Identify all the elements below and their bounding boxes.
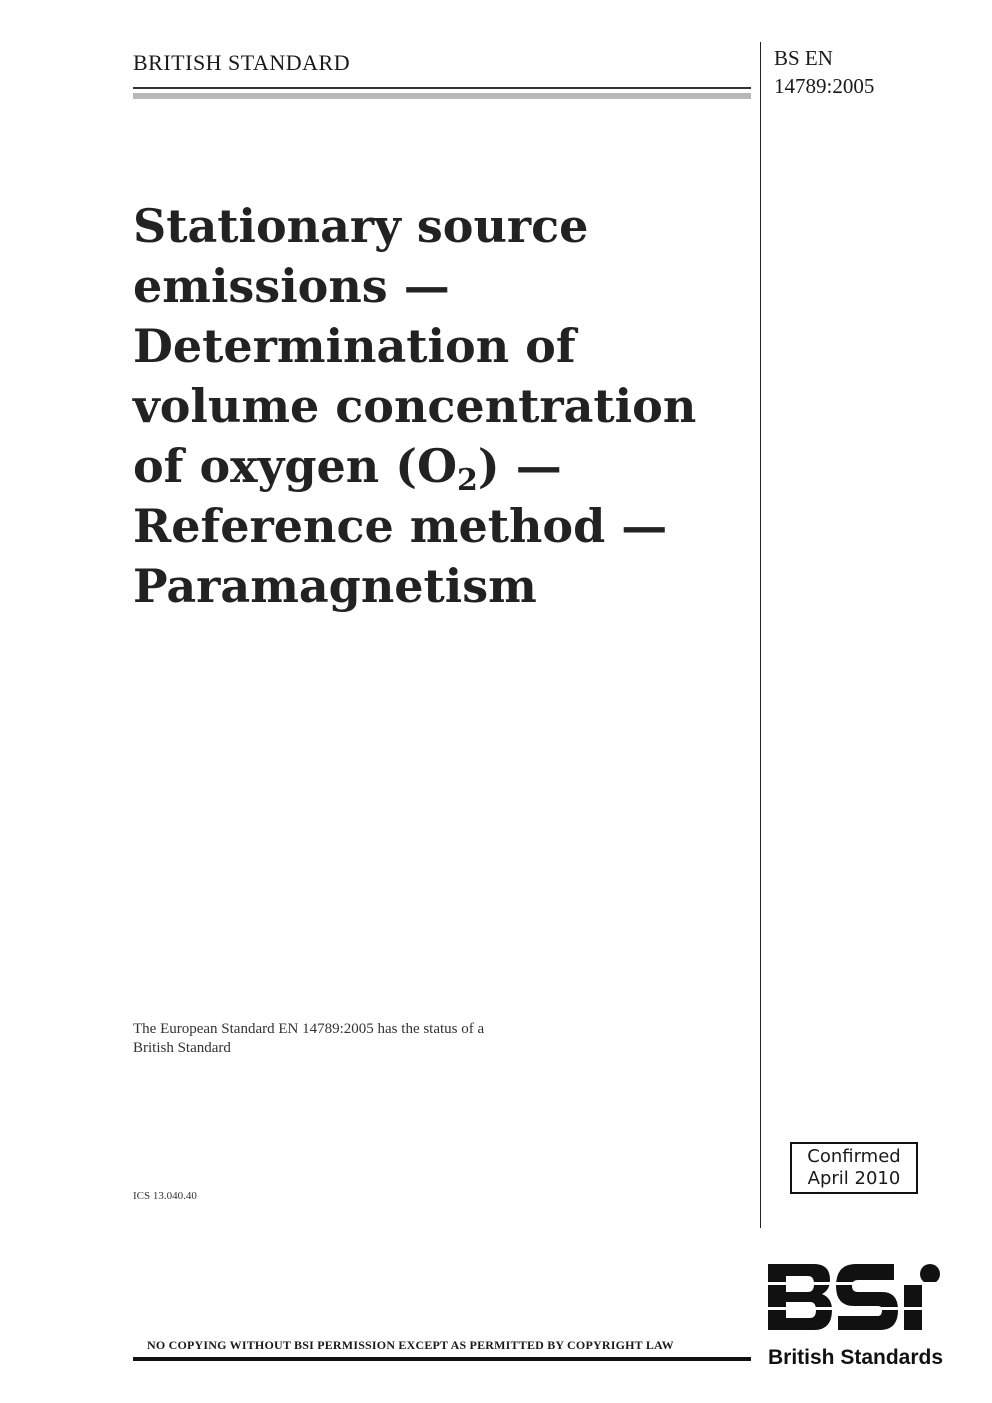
- status-note-line: British Standard: [133, 1040, 231, 1056]
- title-text: of oxygen (O: [133, 439, 458, 493]
- bsi-logo: [766, 1262, 946, 1370]
- title-line: volume concentration: [133, 379, 697, 433]
- document-title: [133, 196, 743, 616]
- title-line: [133, 436, 743, 496]
- title-line: emissions —: [133, 259, 450, 313]
- bsi-logo-mark: [766, 1264, 946, 1330]
- confirmed-label: Confirmed: [807, 1146, 901, 1167]
- status-note: [133, 1020, 484, 1058]
- title-line: Determination of: [133, 319, 576, 373]
- footer-rule: [133, 1357, 751, 1361]
- title-line: Paramagnetism: [133, 559, 537, 613]
- title-text: ) —: [477, 439, 562, 493]
- title-subscript: 2: [457, 463, 478, 498]
- column-divider: [760, 42, 761, 1228]
- header-rule-shaded: [133, 93, 751, 99]
- copyright-notice: NO COPYING WITHOUT BSI PERMISSION EXCEPT AS PERMITTED BY COPYRIGHT LAW: [147, 1338, 674, 1352]
- confirmed-stamp: [790, 1142, 918, 1194]
- document-type-label: BRITISH STANDARD: [133, 50, 351, 75]
- standard-number-prefix: BS EN: [774, 46, 833, 70]
- status-note-line: The European Standard EN 14789:2005 has the status of a: [133, 1021, 485, 1037]
- title-line: Reference method —: [133, 499, 668, 553]
- standard-number-code: 14789:2005: [774, 74, 875, 98]
- confirmed-date: April 2010: [807, 1168, 901, 1189]
- header-rule: [133, 87, 751, 89]
- bsi-logo-caption: British Standards: [768, 1346, 944, 1369]
- standard-number: [774, 44, 874, 100]
- title-line: Stationary source: [133, 199, 589, 253]
- ics-code: ICS 13.040.40: [133, 1190, 197, 1202]
